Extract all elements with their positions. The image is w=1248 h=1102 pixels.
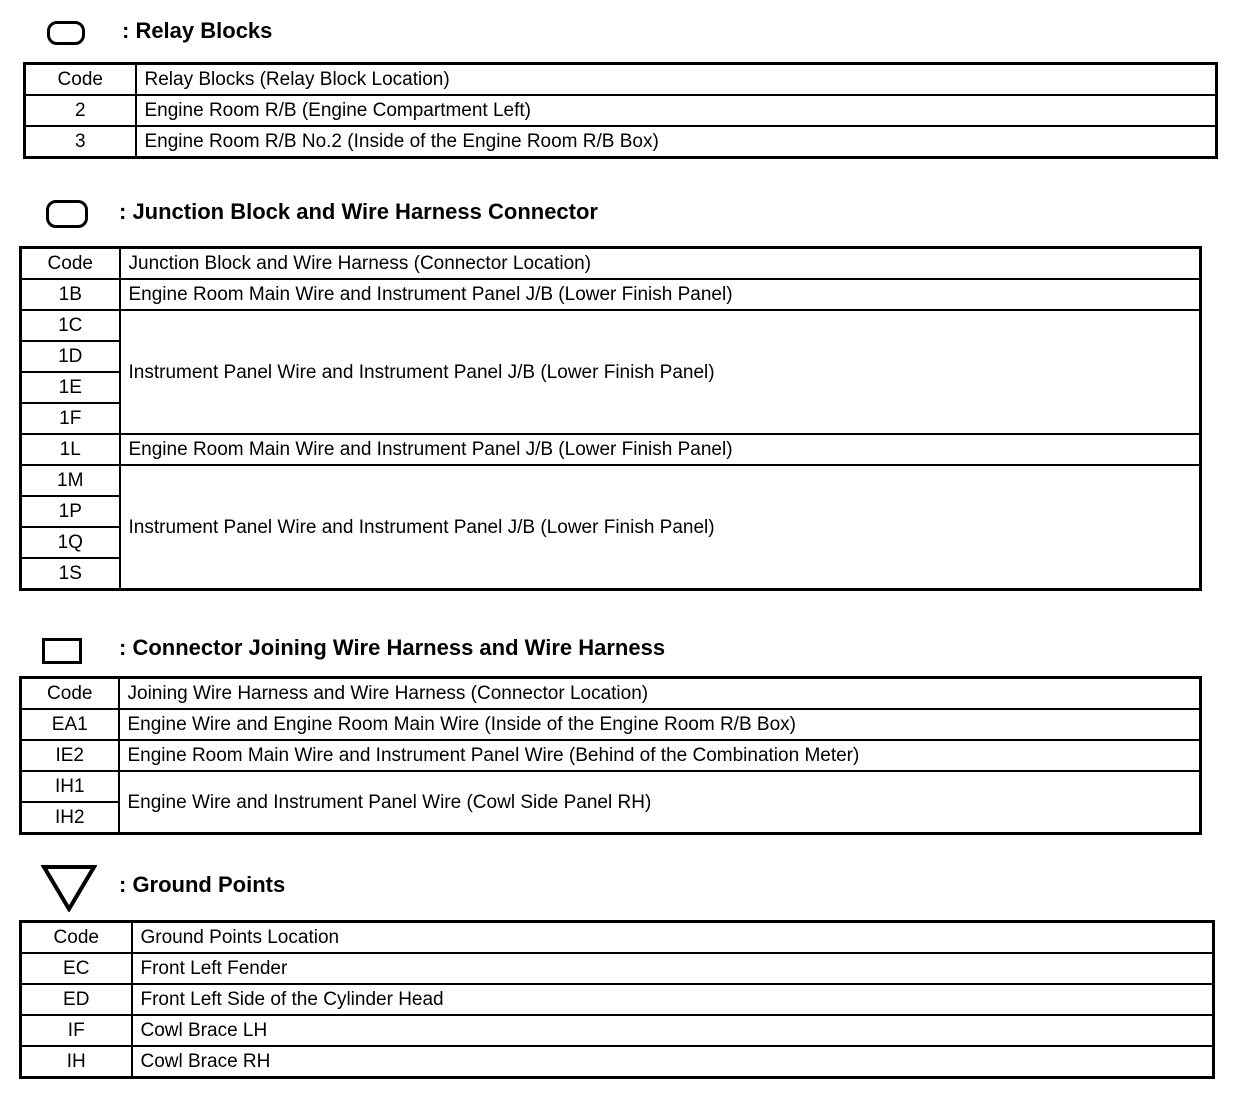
junction-block-icon: [46, 200, 88, 228]
table-row: [21, 310, 1201, 341]
table-row: [21, 709, 1201, 740]
row-code: 1C: [21, 310, 120, 341]
table-row: [21, 465, 1201, 496]
row-code: 1M: [21, 465, 120, 496]
header-desc: Joining Wire Harness and Wire Harness (Connector Location): [119, 678, 1201, 710]
row-code: 1D: [21, 341, 120, 372]
ground-points-table: [19, 920, 1215, 1079]
section-title-connector-joining: : Connector Joining Wire Harness and Wire Harness: [119, 635, 666, 660]
table-row: [21, 740, 1201, 771]
table-row: [21, 279, 1201, 310]
table-row: [25, 126, 1217, 158]
row-code: EC: [21, 953, 132, 984]
table-header-row: [21, 922, 1214, 954]
header-code: Code: [21, 922, 132, 954]
row-code: IH2: [21, 802, 119, 834]
row-code: IH1: [21, 771, 119, 802]
table-header-row: [25, 64, 1217, 96]
row-desc: Engine Room Main Wire and Instrument Panel J/B (Lower Finish Panel): [120, 434, 1201, 465]
row-desc: Cowl Brace RH: [132, 1046, 1214, 1078]
row-code: 3: [25, 126, 136, 158]
row-code: 1L: [21, 434, 120, 465]
row-code: IH: [21, 1046, 132, 1078]
section-title-relay-blocks: : Relay Blocks: [122, 18, 273, 43]
table-row: [21, 953, 1214, 984]
header-desc: Junction Block and Wire Harness (Connector Location): [120, 248, 1201, 280]
row-desc: Engine Room Main Wire and Instrument Panel J/B (Lower Finish Panel): [120, 279, 1201, 310]
table-header-row: [21, 248, 1201, 280]
header-desc: Ground Points Location: [132, 922, 1214, 954]
row-desc: Instrument Panel Wire and Instrument Panel J/B (Lower Finish Panel): [120, 310, 1201, 434]
row-code: 1P: [21, 496, 120, 527]
section-title-junction-block: : Junction Block and Wire Harness Connector: [119, 199, 598, 224]
row-desc: Engine Wire and Engine Room Main Wire (Inside of the Engine Room R/B Box): [119, 709, 1201, 740]
row-desc: Engine Room Main Wire and Instrument Panel Wire (Behind of the Combination Meter): [119, 740, 1201, 771]
header-code: Code: [25, 64, 136, 96]
table-header-row: [21, 678, 1201, 710]
row-code: 2: [25, 95, 136, 126]
row-desc: Instrument Panel Wire and Instrument Panel J/B (Lower Finish Panel): [120, 465, 1201, 590]
row-code: EA1: [21, 709, 119, 740]
row-desc: Engine Wire and Instrument Panel Wire (Cowl Side Panel RH): [119, 771, 1201, 834]
row-desc: Front Left Side of the Cylinder Head: [132, 984, 1214, 1015]
row-code: 1S: [21, 558, 120, 590]
table-row: [21, 984, 1214, 1015]
junction-block-table: [19, 246, 1202, 591]
header-code: Code: [21, 678, 119, 710]
relay-block-icon: [47, 21, 85, 45]
row-desc: Engine Room R/B (Engine Compartment Left): [136, 95, 1217, 126]
table-row: [21, 1015, 1214, 1046]
table-row: [21, 1046, 1214, 1078]
header-code: Code: [21, 248, 120, 280]
table-row: [25, 95, 1217, 126]
row-code: 1E: [21, 372, 120, 403]
relay-blocks-table: [23, 62, 1218, 159]
row-code: 1F: [21, 403, 120, 434]
row-code: IF: [21, 1015, 132, 1046]
section-title-ground-points: : Ground Points: [119, 872, 286, 897]
row-code: ED: [21, 984, 132, 1015]
row-desc: Engine Room R/B No.2 (Inside of the Engine Room R/B Box): [136, 126, 1217, 158]
connector-icon: [42, 638, 82, 664]
row-desc: Cowl Brace LH: [132, 1015, 1214, 1046]
table-row: [21, 771, 1201, 802]
row-desc: Front Left Fender: [132, 953, 1214, 984]
header-desc: Relay Blocks (Relay Block Location): [136, 64, 1217, 96]
connector-joining-table: [19, 676, 1202, 835]
row-code: 1B: [21, 279, 120, 310]
ground-point-icon: [41, 864, 97, 912]
row-code: IE2: [21, 740, 119, 771]
row-code: 1Q: [21, 527, 120, 558]
table-row: [21, 434, 1201, 465]
